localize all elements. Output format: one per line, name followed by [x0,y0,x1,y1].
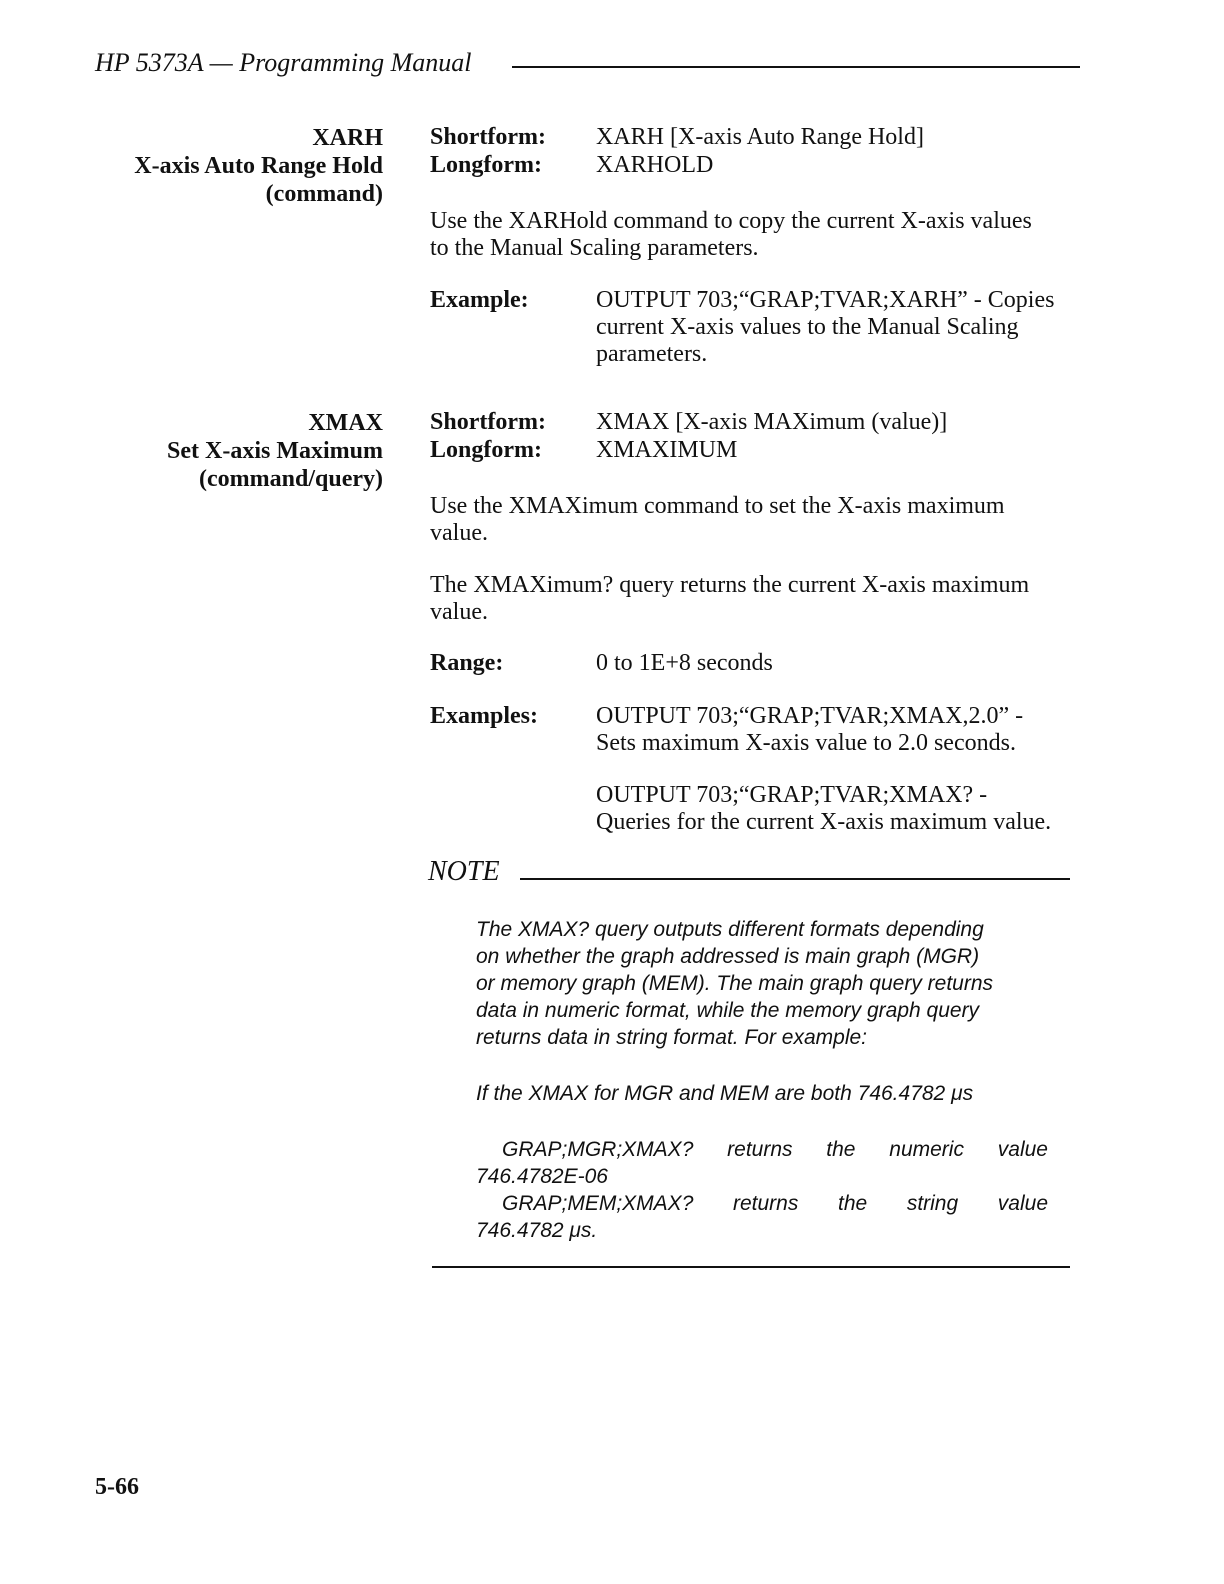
note-if-line: If the XMAX for MGR and MEM are both 746.4782 μs [476,1082,974,1105]
paragraph-line: value. [430,520,488,546]
mem-value: 746.4782 μs. [476,1219,598,1242]
mem-word: returns [733,1192,799,1215]
xmax-range-value: 0 to 1E+8 seconds [596,650,773,676]
xarh-side-heading [83,124,383,208]
mem-statement [476,1190,1048,1217]
example-line: OUTPUT 703;“GRAP;TVAR;XARH” - Copies [596,287,1055,313]
mgr-word: the [826,1138,856,1161]
mem-word: the [837,1192,868,1215]
note-line: or memory graph (MEM). The main graph query returns [476,972,994,995]
page-number: 5-66 [95,1474,139,1500]
paragraph-line: value. [430,599,488,625]
xmax-kind: (command/query) [199,466,383,492]
note-line: on whether the graph addressed is main graph (MGR) [476,945,980,968]
note-line: The XMAX? query outputs different formats depending [476,918,984,941]
example-line: current X-axis values to the Manual Scaling [596,314,1019,340]
mem-word: value [997,1192,1048,1215]
mgr-statement [476,1136,1048,1163]
xarh-kind: (command) [265,181,383,207]
xmax-range-label: Range: [430,650,504,676]
xmax-examples-label: Examples: [430,703,538,729]
header-rule [512,66,1080,68]
example-line: Sets maximum X-axis value to 2.0 seconds. [596,730,1016,756]
paragraph-line: The XMAXimum? query returns the current X-axis maximum [430,572,1030,598]
mgr-word: returns [727,1138,793,1161]
xarh-description-paragraph [430,208,1090,262]
xarh-shortform-value: XARH [X-axis Auto Range Hold] [596,124,924,150]
xmax-longform-value: XMAXIMUM [596,437,738,463]
note-title: NOTE [428,856,500,887]
note-mgr-example [476,1136,1048,1244]
mgr-word: value [997,1138,1048,1161]
xarh-example-text [596,287,1054,368]
example-line: parameters. [596,341,708,367]
mem-word: GRAP;MEM;XMAX? [502,1192,694,1215]
xarh-longform-value: XARHOLD [596,152,714,178]
xmax-command-paragraph [430,493,1090,547]
xarh-longform-label: Longform: [430,152,542,178]
note-bottom-rule [432,1266,1070,1268]
paragraph-line: Use the XARHold command to copy the current X-axis values [430,208,1032,234]
mgr-word: numeric [889,1138,964,1161]
page-header-title: HP 5373A — Programming Manual [95,48,472,77]
xmax-name: XMAX [308,410,383,436]
mgr-value: 746.4782E-06 [476,1165,608,1188]
xmax-example-2 [596,782,1051,836]
note-top-rule [520,878,1070,880]
note-line: returns data in string format. For example: [476,1026,867,1049]
note-line: data in numeric format, while the memory graph query [476,999,980,1022]
xmax-query-paragraph [430,572,1090,626]
xmax-shortform-value: XMAX [X-axis MAXimum (value)] [596,409,948,435]
mem-word: string [906,1192,959,1215]
note-paragraph [476,916,1048,1051]
xmax-shortform-label: Shortform: [430,409,546,435]
xarh-shortform-label: Shortform: [430,124,546,150]
example-line: OUTPUT 703;“GRAP;TVAR;XMAX,2.0” - [596,703,1024,729]
paragraph-line: Use the XMAXimum command to set the X-axis maximum [430,493,1005,519]
xarh-description: X-axis Auto Range Hold [134,153,383,179]
example-line: Queries for the current X-axis maximum value. [596,809,1052,835]
mgr-word: GRAP;MGR;XMAX? [502,1138,694,1161]
xarh-example-label: Example: [430,287,529,313]
example-line: OUTPUT 703;“GRAP;TVAR;XMAX? - [596,782,988,808]
xmax-longform-label: Longform: [430,437,542,463]
xmax-side-heading [83,409,383,493]
paragraph-line: to the Manual Scaling parameters. [430,235,759,261]
xmax-example-1 [596,703,1023,757]
xarh-name: XARH [312,125,383,151]
xmax-description: Set X-axis Maximum [167,438,383,464]
